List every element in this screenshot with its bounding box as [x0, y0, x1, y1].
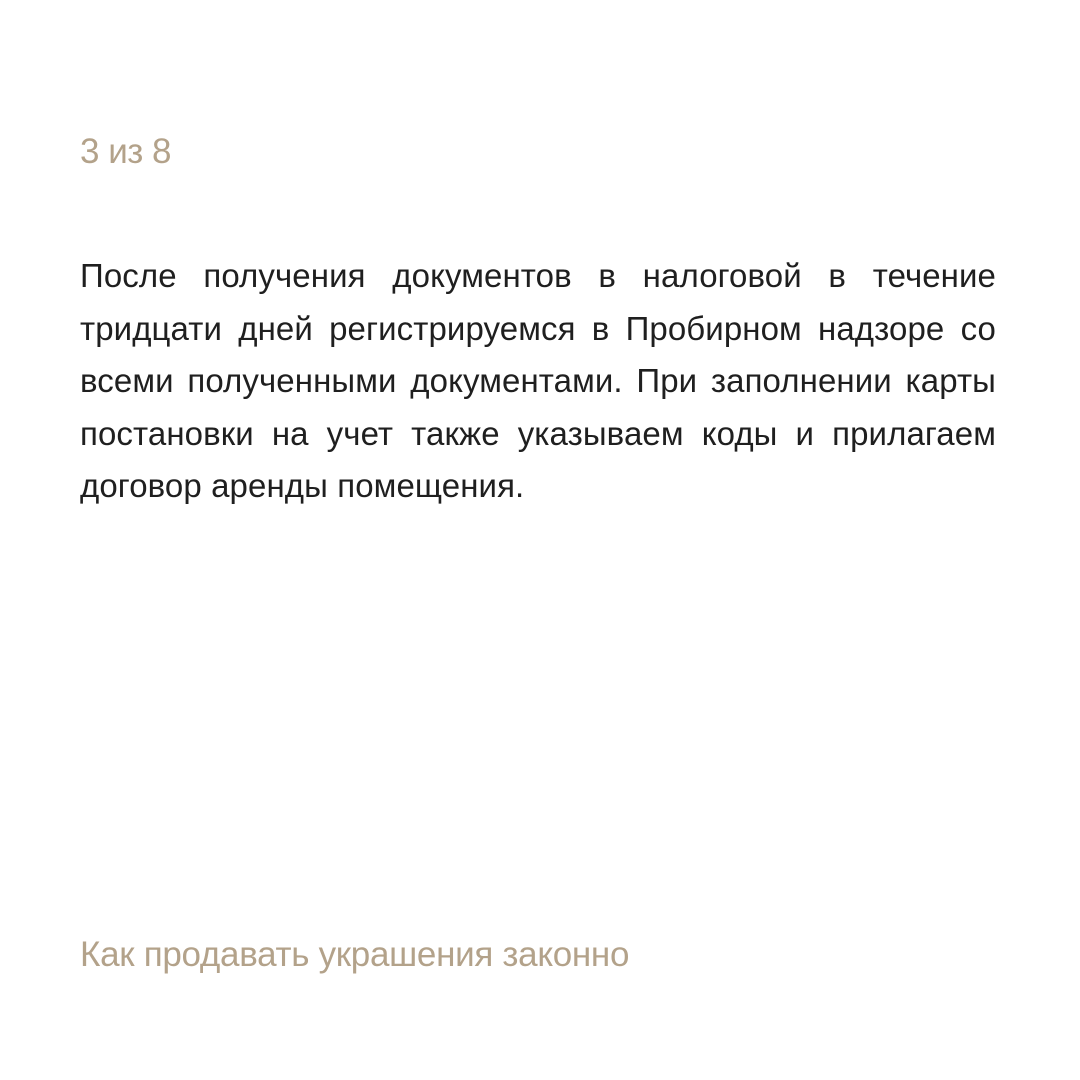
slide-body-text: После получения документов в налоговой в течение тридцати дней регистрируемся в Пробирном надзоре со всеми полученными документами. При заполнении карты постановки на учет также указываем коды и прилагаем договор аренды помещения.	[80, 257, 996, 504]
series-title: Как продавать украшения законно	[80, 935, 630, 974]
slide-counter: 3 из 8	[80, 132, 171, 171]
